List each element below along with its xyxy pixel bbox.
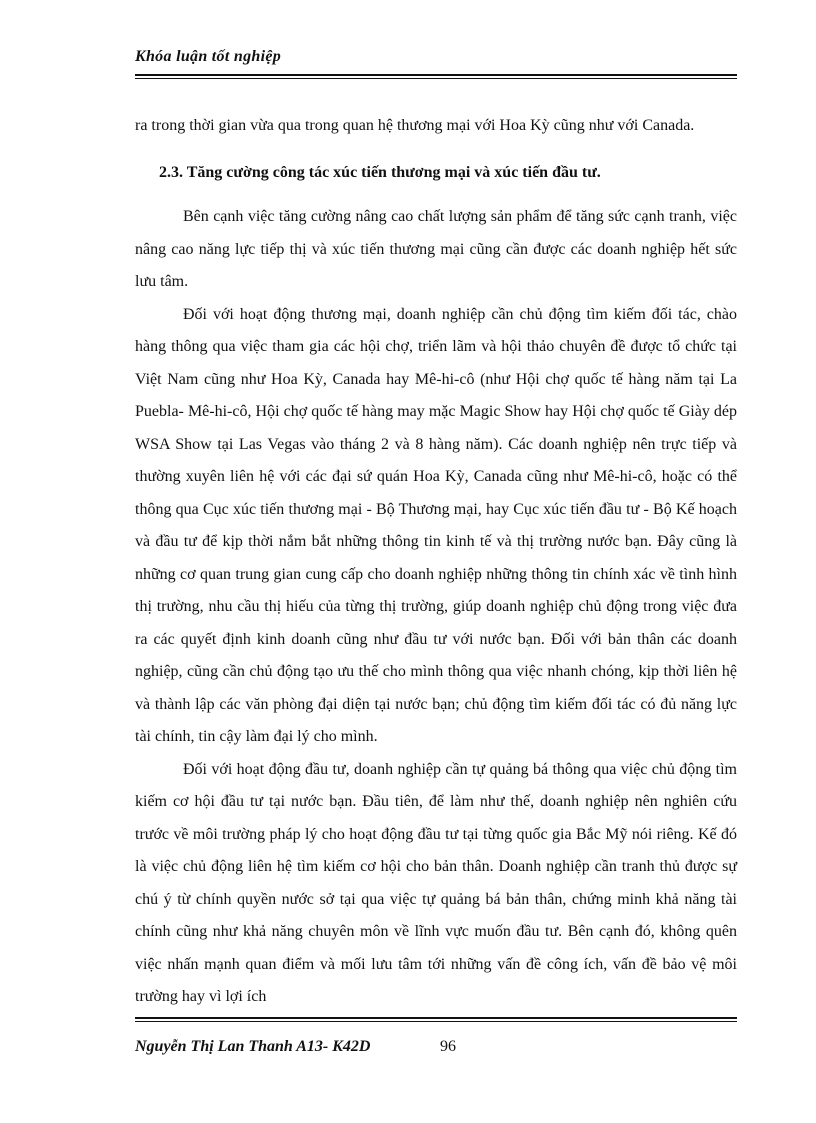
paragraph-1: Bên cạnh việc tăng cường nâng cao chất lượng sản phẩm để tăng sức cạnh tranh, việc nâng cao năng lực tiếp thị và xúc tiến thương mại cũng cần được các doanh nghiệp hết sức lưu tâm. [135, 208, 737, 290]
document-body [135, 110, 737, 1014]
paragraph-2: Đối với hoạt động thương mại, doanh nghiệp cần chủ động tìm kiếm đối tác, chào hàng thông qua việc tham gia các hội chợ, triển lãm và hội thảo chuyên đề được tổ chức tại Việt Nam cũng như Hoa Kỳ, Canada hay Mê-hi-cô (như Hội chợ quốc tế hàng năm tại La Puebla- Mê-hi-cô, Hội chợ quốc tế hàng may mặc Magic Show hay Hội chợ quốc tế Giày dép WSA Show tại Las Vegas vào tháng 2 và 8 hàng năm). Các doanh nghiệp nên trực tiếp và thường xuyên liên hệ với các đại sứ quán Hoa Kỳ, Canada cũng như Mê-hi-cô, hoặc có thể thông qua Cục xúc tiến thương mại - Bộ Thương mại, hay Cục xúc tiến đầu tư - Bộ Kế hoạch và đầu tư để kịp thời nắm bắt những thông tin kinh tế và thị trường nước bạn. Đây cũng là những cơ quan trung gian cung cấp cho doanh nghiệp những thông tin chính xác về tình hình thị trường, nhu cầu thị hiếu của từng thị trường, giúp doanh nghiệp chủ động trong việc đưa ra các quyết định kinh doanh cũng như đầu tư với nước bạn. Đối với bản thân các doanh nghiệp, cũng cần chủ động tạo ưu thế cho mình thông qua việc nhanh chóng, kịp thời liên hệ và thành lập các văn phòng đại diện tại nước bạn; chủ động tìm kiếm đối tác có đủ năng lực tài chính, tin cậy làm đại lý cho mình. [135, 305, 737, 745]
continuation-paragraph: ra trong thời gian vừa qua trong quan hệ thương mại với Hoa Kỳ cũng như với Canada. [135, 117, 695, 134]
header-title: Khóa luận tốt nghiệp [135, 48, 282, 65]
header-divider [135, 74, 737, 79]
footer-author: Nguyễn Thị Lan Thanh A13- K42D [135, 1038, 371, 1055]
section-heading: 2.3. Tăng cường công tác xúc tiến thương mại và xúc tiến đầu tư. [159, 163, 601, 181]
page-number: 96 [440, 1038, 456, 1055]
paragraph-3: Đối với hoạt động đầu tư, doanh nghiệp cần tự quảng bá thông qua việc chủ động tìm kiếm cơ hội đầu tư tại nước bạn. Đầu tiên, để làm như thế, doanh nghiệp nên nghiên cứu trước về môi trường pháp lý cho hoạt động đầu tư tại từng quốc gia Bắc Mỹ nói riêng. Kế đó là việc chủ động liên hệ tìm kiếm cơ hội cho bản thân. Doanh nghiệp cần tranh thủ được sự chú ý từ chính quyền nước sở tại qua việc tự quảng bá bản thân, chứng minh khả năng tài chính cũng như khả năng chuyên môn về lĩnh vực muốn đầu tư. Bên cạnh đó, không quên việc nhấn mạnh quan điểm và mối lưu tâm tới những vấn đề công ích, vấn đề bảo vệ môi trường hay vì lợi ích [135, 760, 737, 1005]
footer-divider [135, 1017, 737, 1022]
